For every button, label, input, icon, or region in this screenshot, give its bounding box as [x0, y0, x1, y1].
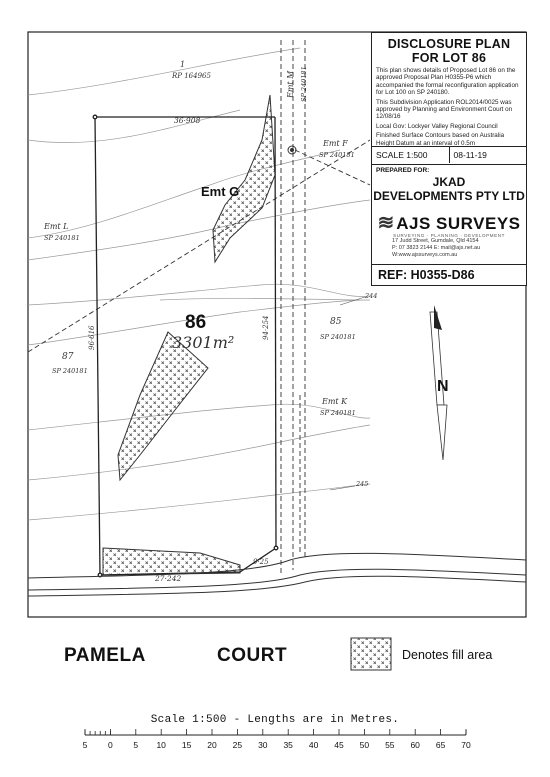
surveyor-logo-icon: ≋: [377, 212, 395, 234]
scale-bar-ticks: [85, 729, 466, 735]
company-name: AJS SURVEYS: [396, 214, 521, 233]
company-address: 17 Judd Street, Gumdale, Qld 4154 P: 07 3823 2144 E: mail@ajs.net.au W:www.ajssurveys.com.au: [392, 238, 481, 258]
scale-label: SCALE 1:500: [372, 147, 450, 163]
scale-tick-label: 30: [258, 740, 268, 750]
easement-k-plan: SP 240181: [320, 409, 356, 417]
company-tagline: SURVEYING · PLANNING · DEVELOPMENT: [393, 233, 505, 238]
scale-tick-label: 70: [461, 740, 471, 750]
prepared-for-section: [372, 164, 526, 203]
legend-symbol: [351, 638, 391, 670]
rp-lot-number: 1: [180, 60, 186, 69]
scale-tick-label: 10: [156, 740, 166, 750]
fill-area-upper: [213, 95, 275, 262]
scale-tick-label: 5: [82, 740, 88, 750]
scale-tick-label: 55: [385, 740, 395, 750]
scale-tick-label: 50: [359, 740, 370, 750]
scale-tick-label: 60: [410, 740, 420, 750]
contour-note: Finished Surface Contours based on Australia Height Datum at an interval of 0.5m: [376, 132, 505, 147]
scale-tick-label: 65: [435, 740, 446, 750]
lot-85-plan: SP 240181: [320, 333, 356, 341]
right-boundary-dimension: 94·254: [262, 315, 270, 340]
scale-tick-label: 45: [334, 740, 344, 750]
lot-number: 86: [185, 312, 207, 333]
fill-area-bottom: [103, 548, 240, 575]
lot-87-number: 87: [62, 352, 74, 362]
lot-85-number: 85: [330, 317, 342, 327]
approval-note: This Subdivision Application ROL2014/0025 was approved by Planning and Environment Court on 12/08/16: [376, 98, 513, 121]
company-logo: [372, 210, 526, 259]
plan-note: This plan shows details of Proposed Lot 86 on the approved Proposal Plan H0355-P6 which accompanied the formal reconfiguration application for Lot 100 on SP 240180.: [376, 67, 519, 97]
scale-bar-title: Scale 1:500 - Lengths are in Metres.: [150, 714, 400, 726]
scale-tick-label: 35: [283, 740, 293, 750]
corner-dimension: 9·25: [253, 558, 269, 566]
fill-area-middle: [118, 332, 208, 480]
easement-f-plan: SP 240181: [319, 151, 355, 159]
easement-g-label: Emt G: [201, 184, 240, 199]
date-label: 08-11-19: [453, 150, 487, 160]
prepared-for-label: PREPARED FOR:: [376, 167, 430, 174]
scale-bar: [85, 730, 466, 735]
top-boundary-dimension: 36·908: [174, 116, 201, 125]
survey-mark: [288, 146, 296, 154]
easement-m-label: Emt M: [286, 70, 295, 98]
scale-tick-label: 5: [133, 740, 139, 750]
street-name-part-1: PAMELA: [64, 645, 146, 666]
plan-title: DISCLOSURE PLAN FOR LOT 86: [387, 37, 511, 65]
reference-number: REF: H0355-D86: [372, 264, 526, 285]
easement-l-label: Emt L: [44, 222, 69, 231]
scale-tick-label: 15: [181, 740, 192, 750]
contour-label-244: 244: [365, 292, 378, 300]
easement-k-label: Emt K: [322, 397, 348, 406]
scale-date-row: [372, 146, 526, 163]
contour-label-245: 245: [356, 480, 369, 488]
bottom-boundary-dimension: 27·242: [155, 574, 182, 583]
scale-tick-label: 0: [108, 740, 113, 750]
scale-tick-label: 40: [308, 740, 319, 750]
easement-m-plan: SP 240181: [300, 66, 308, 102]
title-block: [371, 32, 527, 286]
street-name-part-2: COURT: [217, 645, 288, 666]
legend-label: Denotes fill area: [402, 648, 493, 662]
lot-area: 3301m²: [172, 333, 235, 352]
local-government: Local Gov: Lockyer Valley Regional Council: [376, 122, 498, 130]
client-name: JKAD DEVELOPMENTS PTY LTD: [373, 175, 525, 203]
north-label: N: [437, 378, 449, 395]
scale-tick-label: 20: [207, 740, 217, 750]
rp-reference: RP 164965: [172, 72, 211, 80]
left-boundary-dimension: 96·616: [88, 325, 96, 350]
scale-tick-label: 25: [232, 740, 243, 750]
easement-f-label: Emt F: [323, 139, 348, 148]
lot-87-plan: SP 240181: [52, 367, 88, 375]
easement-l-plan: SP 240181: [44, 234, 80, 242]
